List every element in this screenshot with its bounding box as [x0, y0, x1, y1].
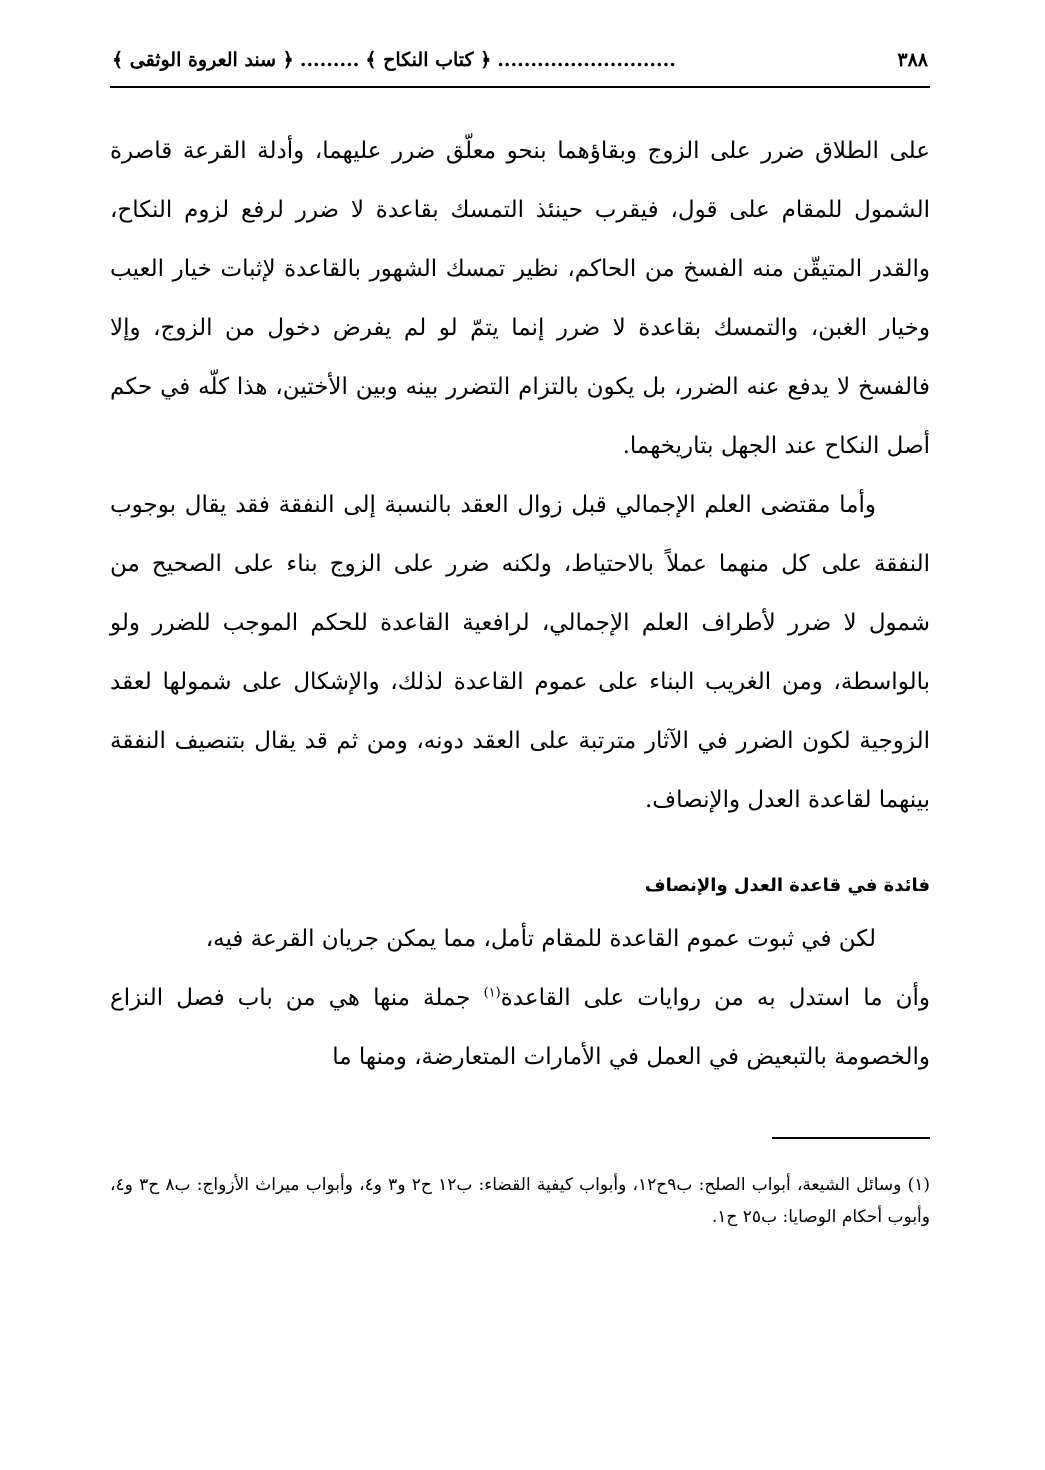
- book-title: ﴿ سند العروة الوثقى ﴾: [112, 49, 294, 71]
- main-text: [110, 122, 930, 830]
- section-title: ﴿ كتاب النكاح ﴾: [365, 49, 492, 71]
- paragraph-4-start: وأن ما استدل به من روايات على القاعدة: [500, 985, 930, 1011]
- page: [110, 40, 930, 1233]
- paragraph-2: وأما مقتضى العلم الإجمالي قبل زوال العقد بالنسبة إلى النفقة فقد يقال بوجوب النفقة على كل منهما عملاً بالاحتياط، ولكنه ضرر على الزوج بناء على الصحيح من شمول لا ضرر لأطراف العلم الإجمالي، لرافعية القاعدة للحكم الموجب للضرر ولو بالواسطة، ومن الغريب البناء على عموم القاعدة لذلك، والإشكال على شمولها لعقد الزوجية لكون الضرر في الآثار مترتبة على العقد دونه، ومن ثم قد يقال بتنصيف النفقة بينهما لقاعدة العدل والإنصاف.: [110, 492, 930, 813]
- header-dots: ...........................: [497, 49, 676, 71]
- page-number: ٣٨٨: [897, 49, 928, 71]
- header-rule: [110, 86, 930, 88]
- paragraph-4-end: جملة منها هي من باب فصل النزاع والخصومة بالتبعيض في العمل في الأمارات المتعارضة، ومنها ما: [110, 985, 930, 1070]
- footnote-marker[interactable]: (١): [483, 985, 501, 1001]
- paragraph-4: [110, 969, 930, 1087]
- footnote: (١) وسائل الشيعة، أبواب الصلح: ب٩ح١٢، وأبواب كيفية القضاء: ب١٢ ح٢ و٣ و٤، وأبواب ميراث الأزواج: ب٨ ح٣ و٤، وأبوب أحكام الوصايا: ب٢٥ ح١.: [110, 1175, 931, 1227]
- running-header: [110, 40, 930, 80]
- footnote-rule: [772, 1137, 930, 1139]
- running-title: [112, 40, 676, 80]
- paragraph-3: لكن في ثبوت عموم القاعدة للمقام تأمل، مما يمكن جريان القرعة فيه،: [205, 926, 876, 952]
- section-text: [110, 910, 930, 1087]
- section-heading: فائدة في قاعدة العدل والإنصاف: [644, 875, 930, 896]
- header-dots-2: .........: [299, 49, 360, 71]
- paragraph-1: على الطلاق ضرر على الزوج وبقاؤهما بنحو معلّق ضرر عليهما، وأدلة القرعة قاصرة الشمول للمقام على قول، فيقرب حينئذ التمسك بقاعدة لا ضرر لرفع لزوم النكاح، والقدر المتيقّن منه الفسخ من الحاكم، نظير تمسك الشهور بالقاعدة لإثبات خيار العيب وخيار الغبن، والتمسك بقاعدة لا ضرر إنما يتمّ لو لم يفرض دخول من الزوج، وإلا فالفسخ لا يدفع عنه الضرر، بل يكون بالتزام التضرر بينه وبين الأختين، هذا كلّه في حكم أصل النكاح عند الجهل بتاريخهما.: [110, 138, 930, 459]
